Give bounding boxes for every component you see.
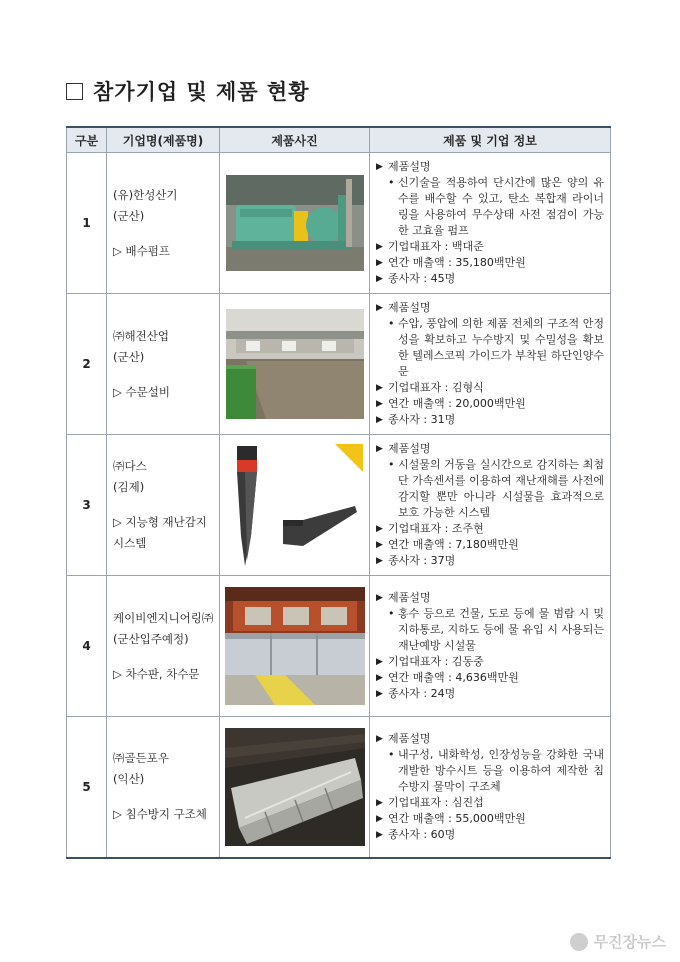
bullet-icon: ▶: [376, 383, 383, 393]
staff-text: 종사자 : 60명: [388, 827, 456, 841]
photo-cell: [220, 576, 370, 717]
header-division: 구분: [67, 127, 107, 153]
header-photo: 제품사진: [220, 127, 370, 153]
header-info: 제품 및 기업 정보: [370, 127, 611, 153]
sub-bullet-icon: •: [388, 317, 395, 330]
header-company: 기업명(제품명): [107, 127, 220, 153]
bullet-icon: ▶: [376, 797, 383, 808]
company-name: ㈜골든포우: [113, 751, 169, 766]
row-number: 3: [67, 435, 107, 576]
pump-photo: [226, 175, 364, 271]
bullet-icon: ▶: [376, 813, 383, 824]
company-cell: [107, 717, 220, 858]
watermark: [570, 931, 666, 952]
bullet-icon: ▶: [376, 303, 383, 313]
staff-text: 종사자 : 37명: [388, 554, 456, 567]
bullet-icon: ▶: [376, 524, 383, 534]
ceo-text: 기업대표자 : 김동중: [388, 655, 484, 668]
row-number: 5: [67, 717, 107, 858]
page-title-text: 참가기업 및 제품 현황: [93, 80, 310, 104]
company-cell: [107, 435, 220, 576]
row-number: 4: [67, 576, 107, 717]
company-cell: [107, 576, 220, 717]
bullet-icon: ▶: [376, 657, 383, 667]
bullet-icon: ▶: [376, 274, 383, 284]
desc-label: 제품설명: [388, 442, 431, 455]
sales-text: 연간 매출액 : 55,000백만원: [388, 811, 526, 825]
info-cell: [370, 294, 611, 435]
photo-cell: [220, 153, 370, 294]
sub-bullet-icon: •: [388, 747, 395, 761]
table-row: [67, 435, 611, 576]
bullet-icon: ▶: [376, 415, 383, 425]
desc-text: 시설물의 거동을 실시간으로 감지하는 최첨단 가속센서를 이용하여 재난재해를 사전에 감지할 뿐만 아니라 시설물을 효과적으로 보호 가능한 시스템: [398, 458, 604, 519]
bullet-icon: ▶: [376, 242, 383, 252]
table-row: [67, 153, 611, 294]
staff-text: 종사자 : 45명: [388, 272, 456, 285]
desc-label: 제품설명: [388, 591, 431, 604]
desc-text: 신기술을 적용하여 단시간에 많은 양의 유수를 배수할 수 있고, 탄소 복합재 라이너 링을 사용하여 무수상태 사전 점검이 가능한 고효율 펌프: [398, 176, 604, 237]
row-number: 2: [67, 294, 107, 435]
company-region: (군산): [113, 208, 145, 223]
sub-bullet-icon: •: [388, 458, 395, 471]
info-cell: [370, 576, 611, 717]
sales-text: 연간 매출액 : 4,636백만원: [388, 671, 519, 684]
bullet-icon: ▶: [376, 540, 383, 550]
photo-cell: [220, 717, 370, 858]
ceo-text: 기업대표자 : 김형식: [388, 381, 484, 394]
photo-cell: [220, 435, 370, 576]
desc-label: 제품설명: [388, 301, 431, 314]
desc-text: 내구성, 내화학성, 인장성능을 강화한 국내 개발한 방수시트 등을 이용하여 제작한 침수방지 물막이 구조체: [398, 747, 604, 793]
table-row: [67, 576, 611, 717]
bullet-icon: ▶: [376, 689, 383, 699]
floodgate-photo: [226, 309, 364, 419]
sub-bullet-icon: •: [388, 607, 395, 620]
company-cell: [107, 153, 220, 294]
desc-label: 제품설명: [388, 160, 431, 173]
bullet-icon: ▶: [376, 399, 383, 409]
company-name: 케이비엔지니어링㈜: [113, 610, 214, 625]
bullet-icon: ▶: [376, 829, 383, 840]
bullet-icon: ▶: [376, 162, 383, 172]
sales-text: 연간 매출액 : 7,180백만원: [388, 538, 519, 551]
watermark-logo-icon: [570, 933, 588, 951]
company-region: (익산): [113, 772, 145, 787]
sales-text: 연간 매출액 : 20,000백만원: [388, 397, 526, 410]
info-cell: [370, 153, 611, 294]
table-row: [67, 294, 611, 435]
info-cell: [370, 717, 611, 858]
desc-label: 제품설명: [388, 731, 431, 745]
desc-text: 수압, 풍압에 의한 제품 전체의 구조적 안정성을 확보하고 누수방지 및 수밀성을 확보한 텔레스코픽 가이드가 부착된 하단인양수문: [398, 317, 604, 378]
bullet-icon: ▶: [376, 593, 383, 603]
photo-cell: [220, 294, 370, 435]
watermark-text: 무진장뉴스: [593, 933, 666, 951]
staff-text: 종사자 : 24명: [388, 687, 456, 700]
sub-bullet-icon: •: [388, 176, 395, 189]
product-name: ▷ 수문설비: [113, 384, 170, 399]
desc-text: 홍수 등으로 건물, 도로 등에 물 범람 시 및 지하통로, 지하도 등에 물 유입 시 사용되는 재난예방 시설물: [398, 607, 604, 652]
company-region: (군산입주예정): [113, 631, 189, 646]
info-cell: [370, 435, 611, 576]
sensor-stake-photo: [225, 440, 365, 570]
flood-barrier-photo: [225, 587, 365, 705]
product-name: ▷ 지능형 재난감지 시스템: [113, 515, 207, 550]
product-name: ▷ 침수방지 구조체: [113, 807, 207, 822]
row-number: 1: [67, 153, 107, 294]
company-name: (유)한성산기: [113, 187, 178, 202]
product-name: ▷ 배수펌프: [113, 243, 170, 258]
table-header-row: [67, 127, 611, 153]
ceo-text: 기업대표자 : 심진섭: [388, 795, 484, 809]
company-region: (군산): [113, 349, 145, 364]
ceo-text: 기업대표자 : 조주현: [388, 522, 484, 535]
bullet-icon: ▶: [376, 733, 383, 744]
company-region: (김제): [113, 480, 145, 494]
sales-text: 연간 매출액 : 35,180백만원: [388, 256, 526, 269]
table-row: [67, 717, 611, 858]
bullet-icon: ▶: [376, 673, 383, 683]
flood-structure-photo: [225, 728, 365, 846]
bullet-icon: ▶: [376, 556, 383, 566]
company-name: ㈜해전산업: [113, 328, 169, 343]
company-name: ㈜다스: [113, 459, 147, 473]
ceo-text: 기업대표자 : 백대준: [388, 240, 484, 253]
company-table: [66, 126, 611, 859]
bullet-icon: ▶: [376, 258, 383, 268]
staff-text: 종사자 : 31명: [388, 413, 456, 426]
bullet-icon: ▶: [376, 444, 383, 454]
page-title: [66, 76, 310, 106]
checkbox-square-icon: [66, 83, 83, 100]
company-cell: [107, 294, 220, 435]
product-name: ▷ 차수판, 차수문: [113, 666, 200, 681]
